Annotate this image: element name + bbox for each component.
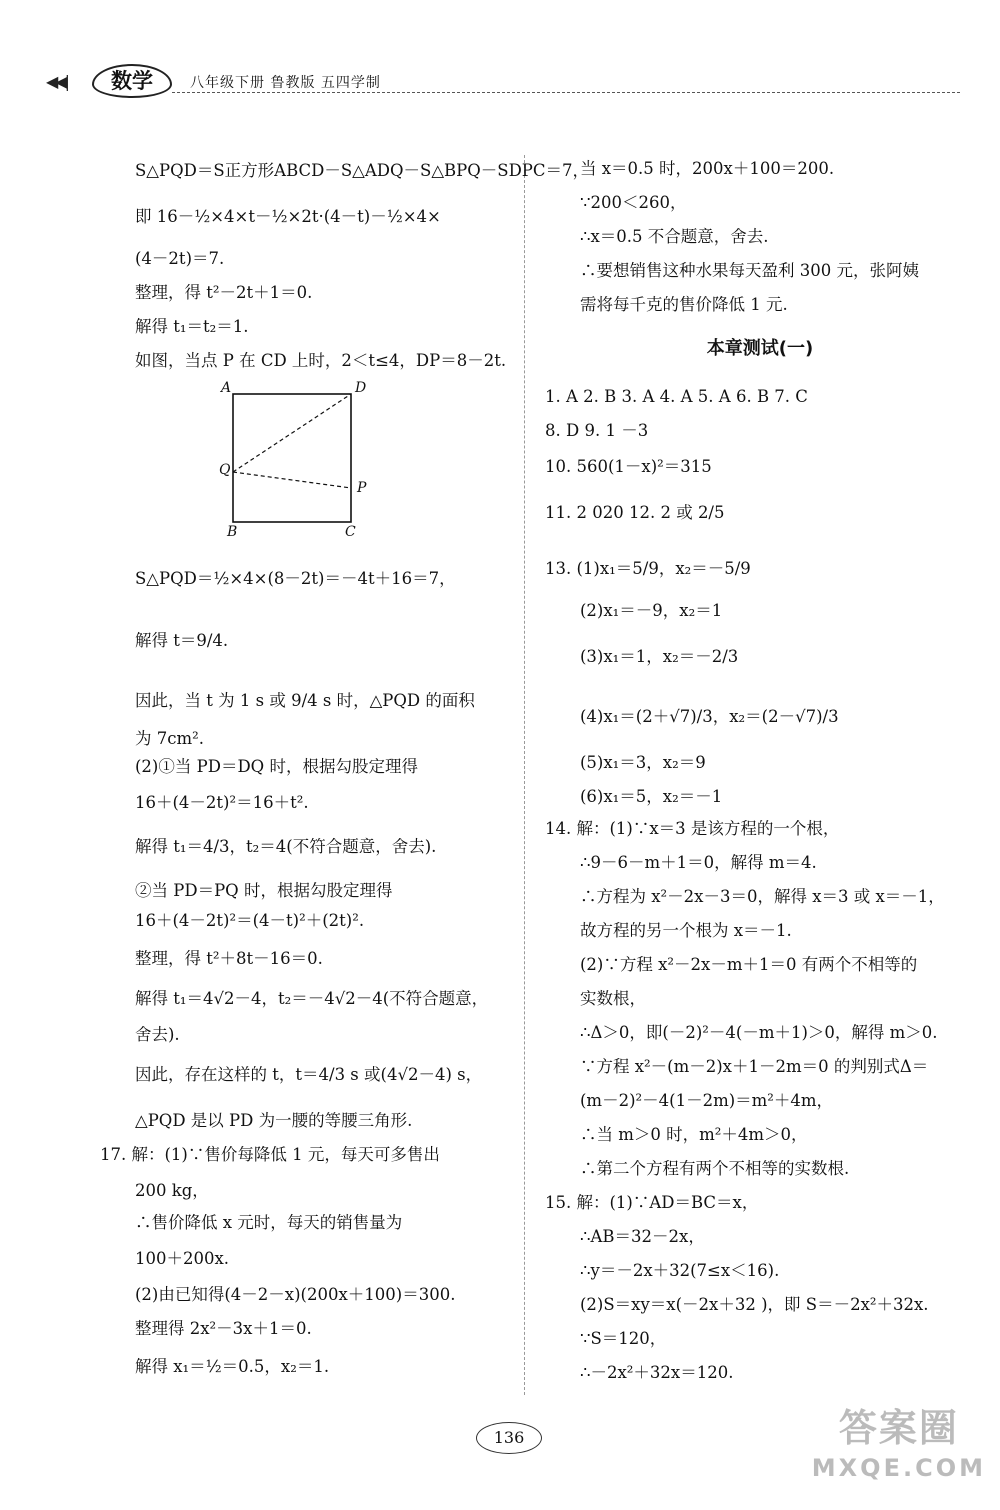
text-line: 8. D 9. 1 －3 (545, 421, 649, 440)
header-rule (172, 92, 960, 93)
text-line: 解得 t＝9/4. (135, 631, 229, 650)
text-line: (2)①当 PD＝DQ 时，根据勾股定理得 (135, 757, 418, 776)
label-b: B (227, 524, 238, 540)
label-a: A (221, 380, 232, 396)
segment-qd (233, 394, 351, 472)
text-line: 整理，得 t²＋8t－16＝0. (135, 949, 323, 968)
text-line: 10. 560(1－x)²＝315 (545, 457, 712, 476)
page-header (40, 62, 960, 102)
text-line: 解得 t₁＝4/3，t₂＝4(不符合题意，舍去). (135, 837, 437, 856)
watermark-title: 答案圈 (838, 1406, 959, 1450)
label-q: Q (219, 462, 231, 478)
watermark-url: MXQE.COM (811, 1454, 986, 1482)
text-line: 16＋(4－2t)²＝(4－t)²＋(2t)². (135, 911, 365, 930)
text-line: 100＋200x. (135, 1249, 230, 1268)
text-line: 整理，得 t²－2t＋1＝0. (135, 283, 313, 302)
text-line: (m－2)²－4(1－2m)＝m²＋4m， (580, 1091, 834, 1110)
text-line: 需将每千克的售价降低 1 元. (580, 295, 788, 314)
text-line: 因此，当 t 为 1 s 或 9/4 s 时，△PQD 的面积 (135, 691, 475, 710)
text-line: (4)x₁＝(2＋√7)/3，x₂＝(2－√7)/3 (580, 707, 839, 726)
text-line: △PQD 是以 PD 为一腰的等腰三角形. (135, 1111, 413, 1130)
text-line: 故方程的另一个根为 x＝－1. (580, 921, 792, 940)
text-line: ∴售价降低 x 元时，每天的销售量为 (135, 1213, 403, 1232)
text-line: ∴第二个方程有两个不相等的实数根. (580, 1159, 850, 1178)
text-line: 如图，当点 P 在 CD 上时，2＜t≤4，DP＝8－2t. (135, 351, 507, 370)
segment-qp (233, 472, 351, 488)
text-line: S△PQD＝½×4×(8－2t)＝－4t＋16＝7， (135, 569, 456, 588)
section-title: 本章测试(一) (706, 338, 814, 359)
text-line: ∴要想销售这种水果每天盈利 300 元，张阿姨 (580, 261, 919, 280)
text-line: (4－2t)＝7. (135, 249, 225, 268)
text-line: 解得 t₁＝4√2－4，t₂＝－4√2－4(不符合题意， (135, 989, 489, 1008)
text-line: 因此，存在这样的 t，t＝4/3 s 或(4√2－4) s， (135, 1065, 483, 1084)
text-line: S△PQD＝S正方形ABCD－S△ADQ－S△BPQ－SDPC＝7， (135, 161, 590, 180)
text-line: 200 kg， (135, 1181, 209, 1200)
text-line: ∴9－6－m＋1＝0，解得 m＝4. (580, 853, 817, 872)
text-line: 15. 解：(1)∵AD＝BC＝x， (545, 1193, 759, 1212)
square-figure (215, 380, 367, 540)
text-line: ∴x＝0.5 不合题意，舍去. (580, 227, 769, 246)
text-line: 16＋(4－2t)²＝16＋t². (135, 793, 309, 812)
book-info: 八年级下册 鲁教版 五四学制 (190, 75, 381, 91)
text-line: ∴Δ＞0，即(－2)²－4(－m＋1)＞0，解得 m＞0. (580, 1023, 938, 1042)
text-line: ∴AB＝32－2x， (580, 1227, 705, 1246)
watermark (812, 1408, 986, 1488)
label-p: P (357, 480, 367, 496)
text-line: ∴当 m＞0 时，m²＋4m＞0， (580, 1125, 808, 1144)
text-line: 17. 解：(1)∵售价每降低 1 元，每天可多售出 (100, 1145, 440, 1164)
text-line: (2)∵方程 x²－2x－m＋1＝0 有两个不相等的 (580, 955, 918, 974)
text-line: 舍去). (135, 1025, 180, 1044)
column-divider (524, 155, 525, 1395)
text-line: ∴－2x²＋32x＝120. (580, 1363, 734, 1382)
label-c: C (345, 524, 356, 540)
text-line: 14. 解：(1)∵x＝3 是该方程的一个根， (545, 819, 840, 838)
text-line: 整理得 2x²－3x＋1＝0. (135, 1319, 312, 1338)
text-line: ∴y＝－2x＋32(7≤x＜16). (580, 1261, 780, 1280)
text-line: 1. A 2. B 3. A 4. A 5. A 6. B 7. C (545, 387, 808, 406)
square-diagram (215, 390, 365, 540)
text-line: 为 7cm². (135, 729, 204, 748)
text-line: (2)x₁＝－9，x₂＝1 (580, 601, 723, 620)
text-line: 当 x＝0.5 时，200x＋100＝200. (580, 159, 835, 178)
text-line: ②当 PD＝PQ 时，根据勾股定理得 (135, 881, 393, 900)
text-line: (3)x₁＝1，x₂＝－2/3 (580, 647, 739, 666)
text-line: 实数根， (580, 989, 646, 1008)
text-line: ∵200＜260， (580, 193, 687, 212)
text-line: 13. (1)x₁＝5/9，x₂＝－5/9 (545, 559, 751, 578)
text-line: ∵S＝120， (580, 1329, 667, 1348)
square-outline (233, 394, 351, 522)
text-line: (5)x₁＝3，x₂＝9 (580, 753, 706, 772)
text-line: ∵方程 x²－(m－2)x＋1－2m＝0 的判别式Δ＝ (580, 1057, 929, 1076)
subject-badge: 数学 (92, 64, 172, 98)
text-line: (2)S＝xy＝x(－2x＋32 )，即 S＝－2x²＋32x. (580, 1295, 929, 1314)
text-line: 解得 x₁＝½＝0.5，x₂＝1. (135, 1357, 330, 1376)
text-line: (6)x₁＝5，x₂＝－1 (580, 787, 723, 806)
label-d: D (355, 380, 367, 396)
text-line: 即 16－½×4×t－½×2t·(4－t)－½×4× (135, 207, 441, 226)
text-line: ∴方程为 x²－2x－3＝0，解得 x＝3 或 x＝－1， (580, 887, 945, 906)
arrows-icon: ◀◀| (46, 72, 67, 91)
text-line: 11. 2 020 12. 2 或 2/5 (545, 503, 725, 522)
text-line: (2)由已知得(4－2－x)(200x＋100)＝300. (135, 1285, 456, 1304)
page-number: 136 (476, 1422, 542, 1454)
text-line: 解得 t₁＝t₂＝1. (135, 317, 249, 336)
